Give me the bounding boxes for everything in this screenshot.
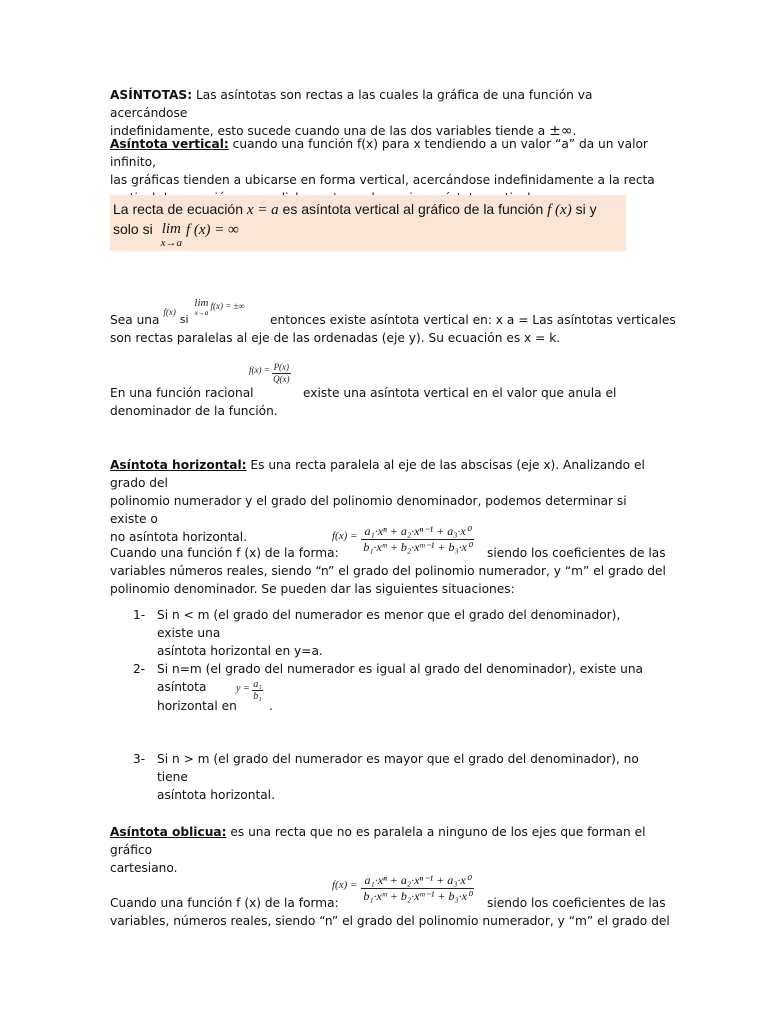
vertical-heading: Asíntota vertical: <box>110 137 229 151</box>
vertical-definition-box: La recta de ecuación x = a es asíntota vertical al gráfico de la función f (x) si y solo si lim x→a f (x) = ∞ <box>110 195 626 251</box>
list-item: 2- Si n=m (el grado del numerador es igual al grado del denominador), existe una asíntota <box>133 662 644 694</box>
plus-minus-infinity: ±∞ <box>549 123 573 139</box>
document-page: ASÍNTOTAS: Las asíntotas son rectas a las cuales la gráfica de una función va acercándose indefinidamente, esto sucede cuando una de las dos variables tiende a ±∞. Asíntota vertical: cuando una función f(x) para x tendiendo a un valor “a” da un valor infinito, las gráficas tienden a ubicarse en forma vertical, acercándose indefinidamente a la recta La recta de ecuación x = a es asíntota vertical al gráfico de la función f (x) si y solo si lim x→a f (x) = ∞ Sea una f(x) si lim x→a $^{f(x) = \pm\infty}$ entonces existe asíntota vertical en: x a = Las asíntotas verticales son rectas paralelas al eje de las ordenadas (eje y). Su ecuación es x = k. En una función racional f(x) = $\frac{P(x)}{Q(x)}$ existe una asíntota vertical en el valor que anula el denominador de la función. Asíntota horizontal: Es una recta paralela al eje de las abscisas (eje x). Analizando el grado del polinomio numerador y el grado del polinomio denominador, podemos determinar si existe o no asíntota horizontal. Cuando una función f (x) de la forma: f(x) = $\frac{\text{a₁·xⁿ + a₂·xⁿ⁻¹ + a₃·x⁰}}{\text{b₁·xᵐ + b₂·xᵐ⁻¹ + b₃·x⁰}}$ siendo los coeficientes de las variables números reales, siendo “n” el grado del polinomio numerador, y “m” el grado del polinomio denominador. Se pueden dar las siguientes situaciones: 1- Si n < m (el grado del numerador es menor que el grado del denominador), existe una asíntota horizontal en y=a. 2- Si n=m (el grado del numerador es igual al grado del denominador), existe una asíntota horizontal en y = $\frac{\text{a₁}}{\text{b₁}}$ . 3- Si n > m (el grado del numerador es mayor que el grado del denominador), no tiene asíntota horizontal. Asíntota oblicua: es una recta que no es paralela a ninguno de los ejes que forman el gráfico cartesiano. Cuando una función f (x) de la forma: f(x) = $\frac{\text{a₁·xⁿ + a₂·xⁿ⁻¹ + a₃·x⁰}}{\text{b₁·xᵐ + b₂·xᵐ⁻¹ + b₃·x⁰}}$ siendo los coeficientes de las variables, números reales, siendo “n” el grado del polinomio numerador, y “m” el grado del <box>110 88 676 928</box>
horizontal-heading: Asíntota horizontal: <box>110 458 247 472</box>
limit-notation: lim x→a <box>160 221 182 249</box>
horizontal-paragraph: Asíntota horizontal: Es una recta paralela al eje de las abscisas (eje x). Analizando el grado del polinomio numerador y el grado del polinomio denominador, podemos determinar si existe o no asíntota horizontal. <box>110 458 645 544</box>
ratio-formula: y = $\frac{\text{a₁}}{\text{b₁}}$ <box>236 679 262 702</box>
intro-heading: ASÍNTOTAS: <box>110 88 193 102</box>
sea-una-line: Sea una f(x) si lim x→a $^{f(x) = \pm\infty}$ <box>110 297 245 327</box>
list-item: 1- Si n < m (el grado del numerador es menor que el grado del denominador), existe una asíntota horizontal en y=a. <box>133 608 621 658</box>
vertical-paragraph: Asíntota vertical: cuando una función f(x) para x tendiendo a un valor “a” da un valor infinito, las gráficas tienden a ubicarse en forma vertical, acercándose indefinidamente a la recta <box>110 137 655 187</box>
rational-function-formula: f(x) = $\frac{P(x)}{Q(x)}$ <box>249 362 290 384</box>
list-item: 3- Si n > m (el grado del numerador es mayor que el grado del denominador), no tiene asíntota horizontal. <box>133 752 639 802</box>
oblicua-paragraph: Asíntota oblicua: es una recta que no es paralela a ninguno de los ejes que forman el gráfico cartesiano. <box>110 825 646 875</box>
polynomial-formula-oblicua: f(x) = $\frac{\text{a₁·xⁿ + a₂·xⁿ⁻¹ + a₃·x⁰}}{\text{b₁·xᵐ + b₂·xᵐ⁻¹ + b₃·x⁰}}$ <box>332 873 472 903</box>
oblicua-heading: Asíntota oblicua: <box>110 825 227 839</box>
intro-paragraph: ASÍNTOTAS: Las asíntotas son rectas a las cuales la gráfica de una función va acercándose indefinidamente, esto sucede cuando una de las dos variables tiende a ±∞. <box>110 88 593 139</box>
limit-notation-small: lim x→a <box>194 297 209 317</box>
polynomial-formula-horizontal: f(x) = $\frac{\text{a₁·xⁿ + a₂·xⁿ⁻¹ + a₃·x⁰}}{\text{b₁·xᵐ + b₂·xᵐ⁻¹ + b₃·x⁰}}$ <box>332 524 472 554</box>
